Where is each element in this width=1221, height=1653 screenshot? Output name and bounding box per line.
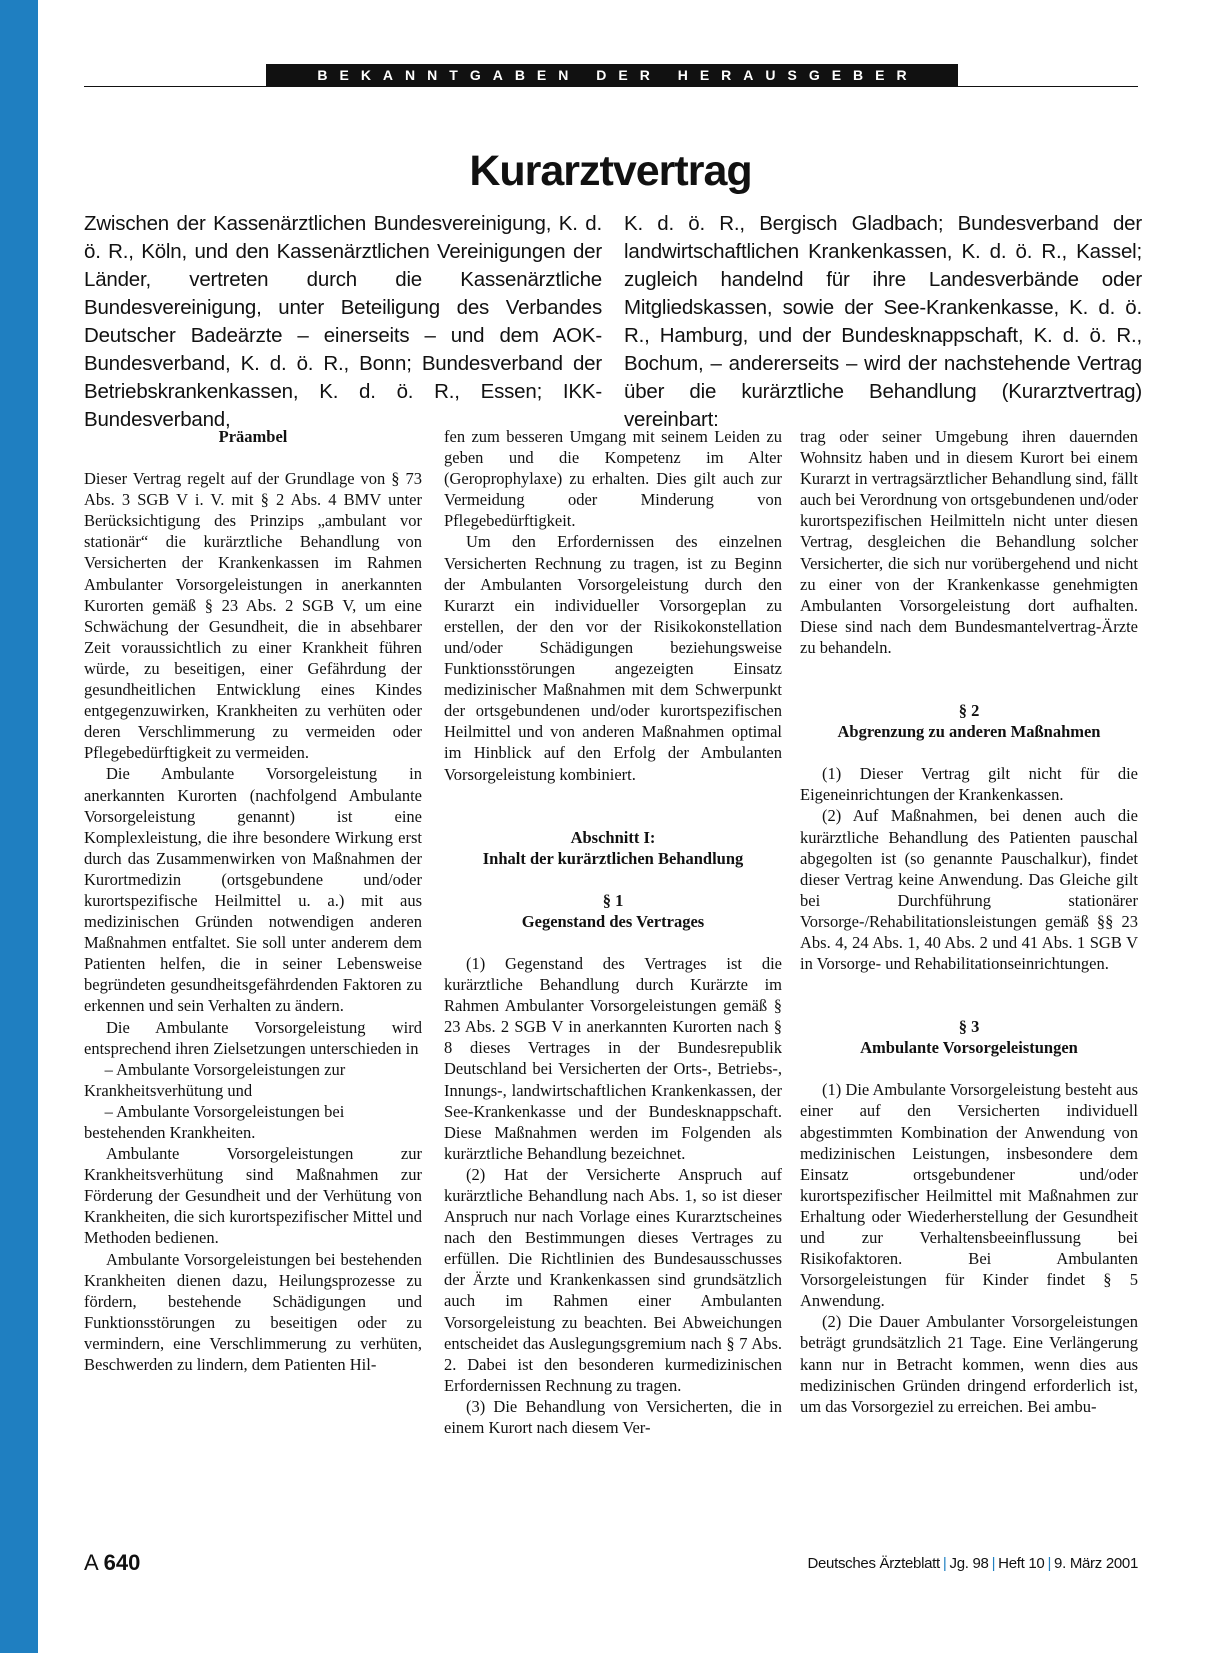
paragraph: fen zum besseren Umgang mit seinem Leiden zu geben und die Kompetenz im Alter (Geroprophylaxe) zu erhalten. Dies gilt auch zur Vermeidung oder Minderung von Pflegebedürftigkeit. [444,427,782,531]
paragraph: (3) Die Behandlung von Versicherten, die in einem Kurort nach diesem Ver- [444,1396,782,1438]
paragraph: Die Ambulante Vorsorgeleistung in anerkannten Kurorten (nachfolgend Ambulante Vorsorgeleistung genannt) ist eine Komplexleistung, die ihre besondere Wirkung erst durch das Zusammenwirken von Maßnahmen der Kurortmedizin (ortsgebundene und/oder kurortspezifische Heilmittel u. a.) mit aus medizinischen Gründen notwendigen anderen Maßnahmen entfaltet. Sie soll unter anderem dem Patienten helfen, die in seiner Lebensweise begründeten gesundheitsgefährdenden Faktoren zu erkennen und sein Verhalten zu ändern. [84,764,422,1016]
intro-right: K. d. ö. R., Bergisch Gladbach; Bundesverband der landwirtschaftlichen Krankenkassen, K. d. ö. R., Kassel; zugleich handelnd für ihre Landesverbände oder Mitgliedskassen, sowie der See-Krankenkasse, K. d. ö. R., Hamburg, und der Bundesknappschaft, K. d. ö. R., Bochum, – andererseits – wird der nachstehende Vertrag über die kurärztliche Behandlung (Kurarztvertrag) vereinbart: [624,212,1142,431]
journal-name: Deutsches Ärzteblatt [807,1555,940,1572]
paragraph-title: Abgrenzung zu anderen Maßnahmen [837,722,1101,742]
journal-volume: Jg. 98 [949,1555,989,1572]
page-number-value: 640 [103,1550,141,1575]
paragraph: (1) Dieser Vertrag gilt nicht für die Eigeneinrichtungen der Krankenkassen. [800,764,1138,805]
journal-date: 9. März 2001 [1054,1555,1138,1572]
page-prefix: A [84,1550,98,1575]
journal-footer: Deutsches Ärzteblatt | Jg. 98 | Heft 10 | 9. März 2001 [807,1555,1138,1572]
paragraph: (2) Hat der Versicherte Anspruch auf kurärztliche Behandlung nach Abs. 1, so ist dieser Anspruch nur nach Vorlage eines Kurarztscheines nach den Bestimmungen dieses Vertrages zu erfüllen. Die Richtlinien des Bundesausschusses der Ärzte und Krankenkassen sind grundsätzlich auch im Rahmen einer Ambulanten Vorsorgeleistung zu beachten. Bei Abweichungen entscheidet das Auslegungsgremium nach § 7 Abs. 2. Dabei ist den besonderen kurmedizinischen Erfordernissen Rechnung zu tragen. [444,1164,782,1395]
section-heading-line1: Abschnitt I: [570,827,656,847]
side-color-bar [0,0,38,1653]
paragraph: Die Ambulante Vorsorgeleistung wird entsprechend ihren Zielsetzungen unterschieden in [84,1017,422,1058]
section-heading-line2: Inhalt der kurärztlichen Behandlung [482,848,744,868]
paragraph-number: § 2 [958,701,980,721]
paragraph: trag oder seiner Umgebung ihren dauernden Wohnsitz haben und in diesem Kurort bei einem Kurarzt in vertragsärztlicher Behandlung sind, fällt auch bei Verordnung von ortsgebundenen und/oder kurortspezifischen Heilmitteln nicht unter diesen Vertrag, desgleichen die Behandlung solcher Versicherter, die sich nur vorübergehend und nicht zu einer von der Krankenkasse genehmigten Ambulanten Vorsorgeleistung dort aufhalten. Diese sind nach dem Bundesmantelvertrag-Ärzte zu behandeln. [800,427,1138,657]
journal-issue: Heft 10 [998,1555,1045,1572]
paragraph: (2) Auf Maßnahmen, bei denen auch die kurärztliche Behandlung des Patienten pauschal abgegolten ist (so genannte Pauschalkur), findet dieser Vertrag keine Anwendung. Das Gleiche gilt bei Durchführung stationärer Vorsorge-/Rehabilitationsleistungen gemäß §§ 23 Abs. 4, 24 Abs. 1, 40 Abs. 2 und 41 Abs. 1 SGB V in Vorsorge- und Rehabilitationseinrichtungen. [800,806,1138,974]
column-3 [800,426,1138,1417]
column-2 [444,426,782,1438]
paragraph: (1) Gegenstand des Vertrages ist die kurärztliche Behandlung durch Kurärzte im Rahmen Ambulanter Vorsorgeleistungen gemäß § 23 Abs. 2 SGB V in anerkannten Kurorten nach § 8 dieses Vertrages in der Bundesrepublik Deutschland bei Versicherten der Orts-, Betriebs-, Innungs-, landwirtschaftlichen Krankenkassen, der See-Krankenkasse und der Bundesknappschaft. Diese Maßnahmen werden im Folgenden als kurärztliche Behandlung bezeichnet. [444,953,782,1163]
intro-left: Zwischen der Kassenärztlichen Bundesvereinigung, K. d. ö. R., Köln, und den Kassenärztlichen Vereinigungen der Länder, vertreten durch die Kassenärztliche Bundesvereinigung, unter Beteiligung des Verbandes Deutscher Badeärzte – einerseits – und dem AOK-Bundesverband, K. d. ö. R., Bonn; Bundesverband der Betriebskrankenkassen, K. d. ö. R., Essen; IKK-Bundesverband, [84,212,602,431]
page-title: Kurarztvertrag [469,147,752,195]
paragraph-title: Gegenstand des Vertrages [521,911,705,931]
paragraph: (2) Die Dauer Ambulanter Vorsorgeleistungen beträgt grundsätzlich 21 Tage. Eine Verlängerung kann nur in Betracht kommen, wenn dies aus medizinischen Gründen dringend erforderlich ist, um das Vorsorgeziel zu erreichen. Bei ambu- [800,1312,1138,1416]
paragraph: Ambulante Vorsorgeleistungen bei bestehenden Krankheiten dienen dazu, Heilungsprozesse zu fördern, bestehende Schädigungen und Funktionsstörungen zu beseitigen oder zu vermindern, eine Verschlimmerung zu verhüten, Beschwerden zu lindern, dem Patienten Hil- [84,1249,422,1375]
page-number [84,1550,140,1576]
paragraph-number: § 1 [602,890,624,910]
header-rule [84,86,1138,87]
paragraph-number: § 3 [958,1017,980,1037]
section-header-band [266,64,958,86]
paragraph: Dieser Vertrag regelt auf der Grundlage von § 73 Abs. 3 SGB V i. V. mit § 2 Abs. 4 BMV unter Berücksichtigung des Prinzips „ambulant vor stationär“ die kurärztliche Behandlung von Versicherten der Krankenkassen im Rahmen Ambulanter Vorsorgeleistungen in anerkannten Kurorten gemäß § 23 Abs. 2 SGB V, um eine Schwächung der Gesundheit, die in absehbarer Zeit voraussichtlich zu einer Krankheit führen würde, zu beseitigen, einer Gefährdung der gesundheitlichen Entwicklung eines Kindes entgegenzuwirken, Krankheiten zu verhüten oder deren Verschlimmerung zu vermeiden oder Pflegebedürftigkeit zu vermeiden. [84,469,422,763]
paragraph: (1) Die Ambulante Vorsorgeleistung besteht aus einer auf den Versicherten individuell abgestimmten Kombination der Anwendung von medizinischen Leistungen, insbesondere dem Einsatz ortsgebundener und/oder kurortspezifischer Heilmittel mit Maßnahmen zur Erhaltung oder Wiederherstellung der Gesundheit und zur Verhaltensbeeinflussung bei Risikofaktoren. Bei Ambulanten Vorsorgeleistungen für Kinder findet § 5 Anwendung. [800,1080,1138,1311]
paragraph-title: Ambulante Vorsorgeleistungen [860,1038,1078,1058]
preamble-heading: Präambel [218,427,288,446]
paragraph: Ambulante Vorsorgeleistungen zur Krankheitsverhütung sind Maßnahmen zur Förderung der Gesundheit und der Verhütung von Krankheiten, die sich kurortspezifischer Mittel und Methoden bedienen. [84,1144,422,1248]
list-item: – Ambulante Vorsorgeleistungen zur Krankheitsverhütung und [84,1059,346,1100]
paragraph: Um den Erfordernissen des einzelnen Versicherten Rechnung zu tragen, ist zu Beginn der Ambulanten Vorsorgeleistung durch den Kurarzt ein individueller Vorsorgeplan zu erstellen, der den vor der Risikokonstellation und/oder Schädigungen beziehungsweise Funktionsstörungen angezeigten Einsatz medizinischer Maßnahmen mit dem Schwerpunkt der ortsgebundenen und/oder kurortspezifischen Heilmittel und von anderen Maßnahmen optimal im Hinblick auf den Erfolg der Ambulanten Vorsorgeleistung kombiniert. [444,532,782,784]
list-item: – Ambulante Vorsorgeleistungen bei bestehenden Krankheiten. [84,1101,345,1142]
column-1 [84,426,422,1375]
section-header-label: BEKANNTGABEN DER HERAUSGEBER [317,67,919,83]
